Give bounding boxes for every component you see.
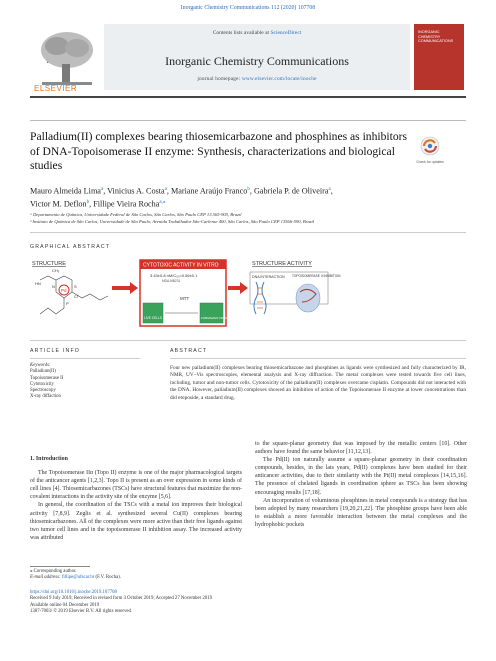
author-6[interactable]: , Fillipe Vieira Rocha — [89, 199, 160, 209]
article-info-heading: ARTICLE INFO — [30, 348, 81, 354]
intro-column-2 — [255, 440, 467, 529]
ga-s-label: S — [74, 284, 77, 289]
ga-cl-label: Cl — [74, 294, 78, 299]
email-link[interactable]: fillipe@ufscar.br — [61, 575, 95, 581]
ga-ch3-label: CH₃ — [52, 268, 60, 273]
contents-line — [104, 30, 410, 36]
title-top-divider — [30, 120, 466, 121]
publisher-name[interactable]: ELSEVIER — [34, 84, 78, 93]
email-label: E-mail address: — [30, 575, 62, 581]
ga-formazan-label: FORMAZAN CRYSTALS — [201, 316, 235, 320]
intro-column-1 — [30, 455, 242, 542]
homepage-link[interactable]: www.elsevier.com/locate/inoche — [241, 76, 317, 82]
affil-divider — [30, 232, 466, 233]
copyright: 1387-7003/ © 2019 Elsevier B.V. All rights reserved. — [30, 609, 133, 615]
author-2-affil[interactable]: a — [164, 187, 167, 192]
footnote-rule — [30, 566, 90, 567]
keyword-1: Palladium(II) — [30, 369, 56, 375]
ga-live-cells-box — [143, 303, 163, 323]
footnote-block — [30, 569, 242, 582]
keywords-label: Keywords: — [30, 363, 51, 368]
ga-p-label: P — [66, 301, 69, 306]
intro-heading: 1. Introduction — [30, 456, 68, 462]
ga-live-cells-label: LIVE CELLS — [144, 316, 162, 320]
keyword-5: X-ray diffaction — [30, 394, 61, 400]
author-3-affil[interactable]: b — [247, 187, 250, 192]
intro-paragraph-5: An incorporation of voluminous phosphines in metal compounds is a strategy that has been adopted by many researchers [19,20,21,22]. The phosphine groups have been able to establish a more favorable interaction between the metal complexes and the hydrophobic pockets — [255, 497, 467, 528]
email-suffix: (F.V. Rocha). — [94, 575, 121, 581]
ga-topo-label: TOPOISOMERASE II INHIBITION — [292, 274, 341, 278]
affiliation-b: ᵇ Instituto de Química de São Carlos, Universidade de São Paulo, Avenida Trabalhador São-Carlense 400, São Carlos, São Paulo CEP 13566-590, Brazil — [30, 219, 315, 224]
ga-cytotoxic-label: CYTOTOXIC ACTIVITY IN VITRO — [143, 262, 219, 269]
ga-divider — [30, 340, 466, 341]
intro-paragraph-1: The Topoisomerase IIα (Topo II) enzyme is one of the major pharmacological targets of the anticancer agents [1,2,3]. Topo II is present as an over expression in some kinds of cell lines [4]. Thiosemicarbazones (TSCs) have structural features that maximize the non-covalent interactions in the activity site of the enzyme [5,6]. — [30, 470, 242, 501]
ga-arrowhead-2 — [240, 282, 248, 294]
author-4[interactable]: , Gabriela P. de Oliveira — [249, 186, 329, 196]
keyword-3: Cytotoxicity — [30, 381, 54, 387]
author-1-affil[interactable]: a — [100, 187, 104, 192]
ga-dna-label: DNA INTERACTION — [252, 275, 285, 279]
graphical-abstract-figure[interactable] — [30, 258, 341, 330]
check-for-updates-icon[interactable] — [418, 136, 442, 162]
affiliation-a: ᵃ Departamento de Química, Universidade Federal de São Carlos, São Carlos, São Paulo CEP 13.565-905, Brazil — [30, 212, 242, 217]
author-1[interactable]: Mauro Almeida Lima — [30, 186, 101, 196]
journal-homepage — [104, 76, 410, 82]
author-5-affil[interactable]: b — [86, 199, 90, 205]
keyword-2: Topoisomerase II — [30, 375, 64, 381]
ga-cell-line-value: 3.43±0.8 nM/C₅₀=0.56±0.1 — [150, 273, 198, 278]
abstract-divider — [170, 358, 466, 359]
author-5[interactable]: Victor M. Deflon — [30, 199, 87, 209]
abstract-heading: ABSTRACT — [170, 348, 208, 354]
graphical-abstract-heading: GRAPHICAL ABSTRACT — [30, 244, 111, 250]
author-2[interactable]: , Vinicius A. Costa — [103, 186, 165, 196]
journal-reference[interactable]: Inorganic Chemistry Communications 112 (2020) 107708 — [180, 5, 316, 11]
ga-hn-label: HN — [35, 281, 41, 286]
doi-link[interactable]: https://doi.org/10.1016/j.inoche.2019.107708 — [30, 590, 117, 595]
ga-topoisomerase-icon — [296, 284, 320, 312]
email-line — [30, 575, 242, 581]
author-6-affil[interactable]: a,⁎ — [159, 199, 166, 205]
intro-paragraph-4: The Pd(II) ion naturally assume a square-planar geometry in their coordination compounds, besides, in the lats years, Pd(II) complexes have been studied for their anticancer activities, due to their similarity with the Pt(II) metal complexes [14,15,16]. The presence of chelated ligands in coordination sphere as TSCs has been showing encouraging results [17,18]. — [255, 457, 467, 496]
ga-structure-label: STRUCTURE — [32, 261, 66, 267]
intro-paragraph-3: to the square-planar geometry that was imposed by the metallic centers [10]. Other authors have found the same behavior [11,12,13]. — [255, 441, 467, 456]
sciencedirect-link[interactable]: ScienceDirect — [270, 30, 302, 36]
cover-title: INORGANIC CHEMISTRY COMMUNICATIONS — [418, 30, 454, 43]
check-for-updates-label[interactable]: Check for updates — [416, 160, 444, 164]
contents-prefix: Contents lists available at — [212, 30, 271, 36]
intro-paragraph-2: In general, the coordination of the TSCs with a metal ion improves their biological activity [7,8,9]. Zeglis et al. synthesized several Cu(II) complexes bearing thiosemicarbazones. All of the complexes were more active than their free ligands against two tumor cell lines and in the topoisomerase II inhibition assay. The increased activity was attributed — [30, 502, 242, 541]
ga-arrowhead-1 — [130, 282, 138, 294]
keywords-block — [30, 363, 140, 401]
author-list: Mauro Almeida Lima$^a$, Vinicius A. Costa$^a$, Mariane Araújo Franco$^b$, Gabriela P. de Oliveira$^a$, Victor M. Deflon$^b$, Fillipe Vieira Rocha$^{a,⁎}$ — [30, 186, 333, 209]
ga-mtt-label: MTT — [180, 296, 190, 301]
homepage-prefix: journal homepage: — [197, 76, 242, 82]
ga-formazan-box — [200, 303, 223, 323]
abstract-text: Four new palladium(II) complexes bearing thiosemicarbazone and phosphines as ligands were synthesized and fully characterized by IR, NMR, UV–Vis spectroscopies, elemental analysis and X-ray diffraction. The metal complexes were tested towards five cell lines, including, tumor and non-tumor cells. Cytotoxicity of the palladium(II) complexes overcame cisplatin. Compounds did not interacted with the DNA. However, palladium(II) complexes showed an inhibition of action of the Topoisomerase II enzyme at lower concentrations than did etoposide, a standard drug. — [170, 365, 466, 401]
available-online: Available online 04 December 2019 — [30, 602, 100, 608]
corresponding-author-note: ⁎ Corresponding author. — [30, 569, 77, 574]
author-3[interactable]: , Mariane Araújo Franco — [166, 186, 248, 196]
ga-pd-label: Pd — [61, 288, 67, 293]
header-divider — [30, 96, 466, 98]
ga-structure-activity-label: STRUCTURE ACTIVITY — [252, 261, 312, 267]
author-4-affil[interactable]: a — [328, 187, 331, 192]
article-info-divider — [30, 358, 140, 359]
received-dates: Received 9 July 2019; Received in revised form 3 October 2019; Accepted 27 November 2019 — [30, 596, 212, 602]
article-title: Palladium(II) complexes bearing thiosemicarbazone and phosphines as inhibitors of DNA-Topoisomerase II enzyme: Synthesis, characterizations and biological studies — [30, 130, 408, 172]
journal-title: Inorganic Chemistry Communications — [165, 54, 349, 68]
ga-cell-line-sub: MDA-MB231 — [162, 279, 181, 283]
keyword-4: Spectroscopy — [30, 388, 56, 394]
ga-n-label: N — [52, 284, 55, 289]
publication-info — [30, 590, 466, 616]
